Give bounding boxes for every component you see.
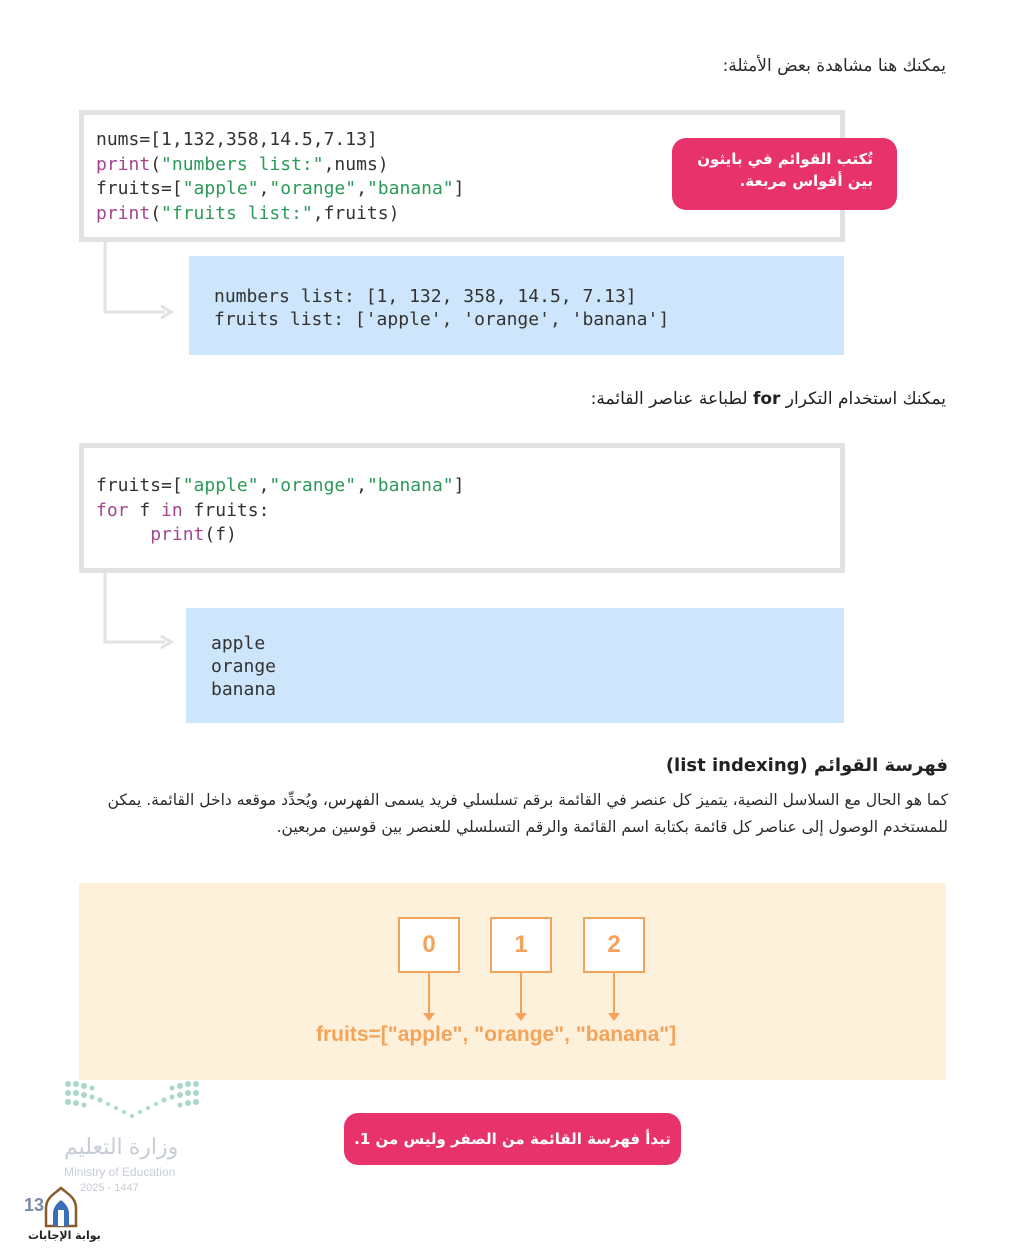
output-line-1: apple [211, 633, 266, 654]
code-line-1: fruits=["apple","orange","banana"] [96, 475, 465, 496]
section-heading-list-indexing: فهرسة القوائم (list indexing) [665, 755, 948, 776]
paragraph-line-1: كما هو الحال مع السلاسل النصية، يتميز كل عنصر في القائمة برقم تسلسلي فريد يسمى الفهرس، ويُحدِّد موقعه داخل القائمة. يمكن [107, 791, 948, 809]
page-number: 13 [24, 1195, 45, 1215]
index-arrow-0 [428, 973, 430, 1015]
ministry-year: 2025 - 1447 [80, 1182, 139, 1194]
paragraph-line-2: للمستخدم الوصول إلى عناصر كل قائمة بكتابة اسم القائمة والرقم التسلسلي للعنصر بين قوسين مربعين. [276, 818, 948, 836]
ministry-logo-icon [62, 1078, 202, 1126]
zero-index-note: تبدأ فهرسة القائمة من الصفر وليس من 1. [344, 1113, 681, 1165]
output-line-2: orange [211, 656, 277, 677]
output-line-3: banana [211, 679, 277, 700]
ministry-name-english: Ministry of Education [64, 1165, 176, 1179]
for-loop-intro: يمكنك استخدام التكرار for لطباعة عناصر القائمة: [590, 389, 946, 409]
output-line-1: numbers list: [1, 132, 358, 14.5, 7.13] [214, 286, 637, 307]
index-box-2: 2 [583, 917, 645, 973]
code-block-for-loop [79, 443, 845, 573]
index-arrow-1 [520, 973, 522, 1015]
output-line-2: fruits list: ['apple', 'orange', 'banana'] [214, 309, 670, 330]
output-block-list-example [189, 256, 844, 355]
list-indexing-paragraph [68, 787, 948, 841]
site-name: بوابة الإجابات [28, 1229, 101, 1242]
code-line-3: print(f) [150, 524, 237, 545]
index-arrow-2 [613, 973, 615, 1015]
code-line-2: print("numbers list:",nums) [96, 153, 389, 175]
intro-text: يمكنك هنا مشاهدة بعض الأمثلة: [722, 56, 946, 76]
code-line-2: for f in fruits: [96, 499, 270, 521]
index-box-0: 0 [398, 917, 460, 973]
index-box-1: 1 [490, 917, 552, 973]
for-keyword: for [752, 389, 781, 409]
list-index-diagram [79, 883, 946, 1080]
fruits-list-code: fruits=["apple", "orange", "banana"] [316, 1023, 677, 1046]
code-line-4: print("fruits list:",fruits) [96, 202, 400, 224]
output-connector-arrow [95, 571, 180, 656]
ministry-name-arabic: وزارة التعليم [64, 1134, 179, 1159]
output-connector-arrow [95, 240, 180, 325]
output-block-for-loop [186, 608, 844, 723]
code-line-1: nums=[1,132,358,14.5,7.13] [96, 129, 378, 150]
square-brackets-callout: تُكتب القوائم في بايثون بين أقواس مربعة. [672, 138, 897, 210]
code-line-3: fruits=["apple","orange","banana"] [96, 178, 465, 199]
gateway-logo-icon [42, 1186, 80, 1228]
